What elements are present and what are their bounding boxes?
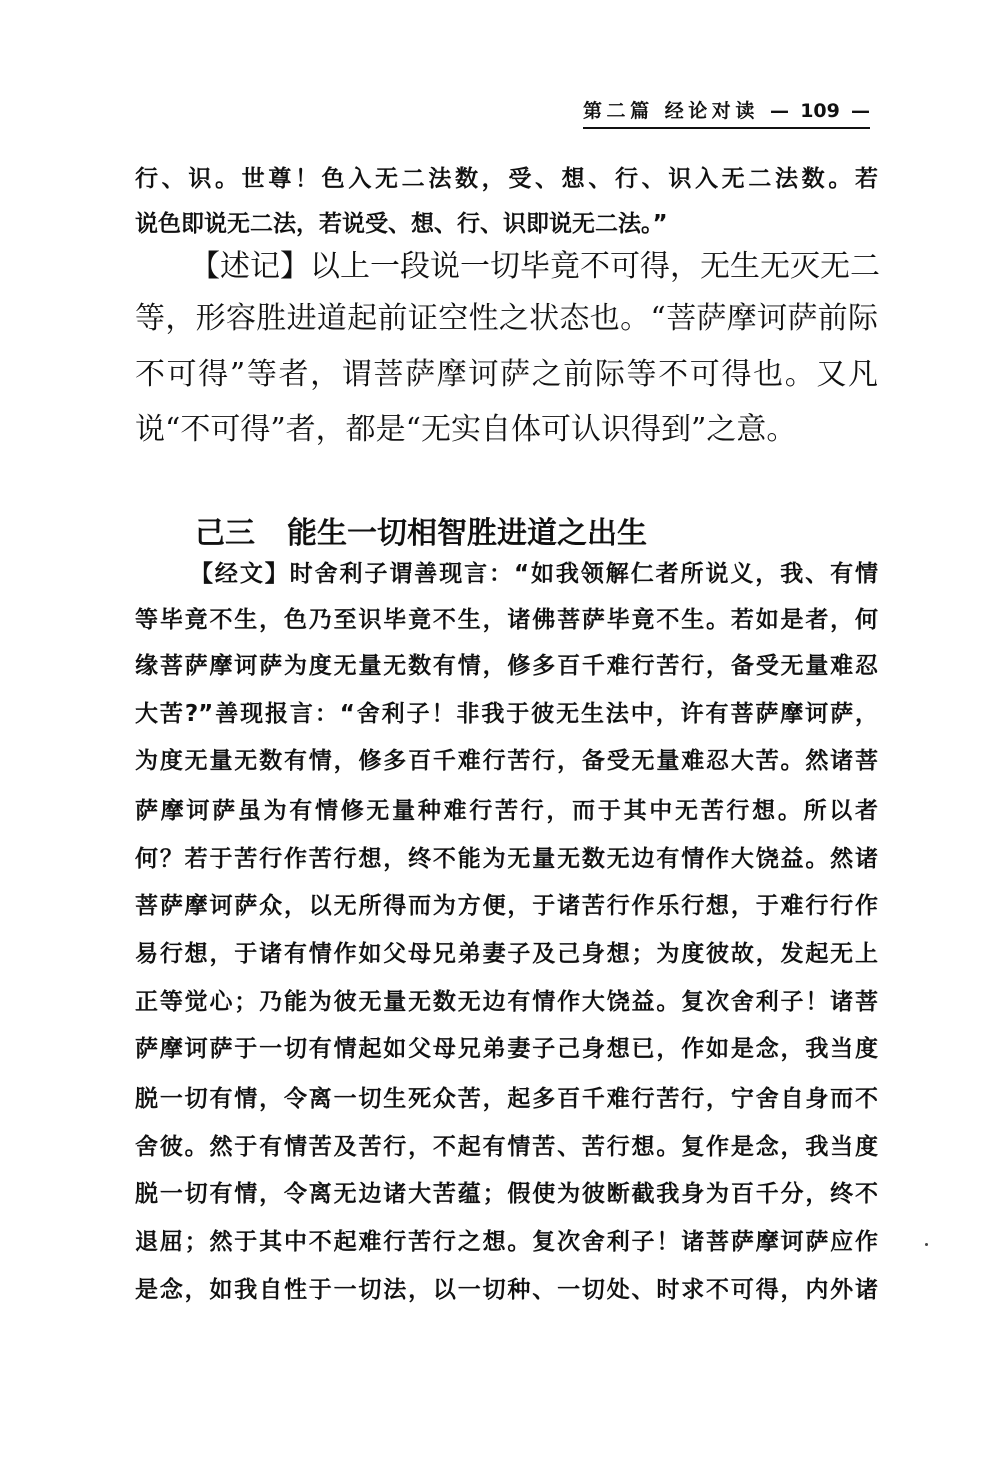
scan-speck (925, 1243, 928, 1246)
page-number: — 109 — (770, 100, 871, 122)
sutra-line: 何？若于苦行作苦行想，终不能为无量无数无边有情作大饶益。然诸 (135, 846, 878, 872)
sutra-line: 退屈；然于其中不起难行苦行之想。复次舍利子！诸菩萨摩诃萨应作 (135, 1229, 878, 1255)
sutra-line: 萨摩诃萨虽为有情修无量种难行苦行，而于其中无苦行想。所以者 (135, 798, 878, 824)
sutra-line: 萨摩诃萨于一切有情起如父母兄弟妻子己身想已，作如是念，我当度 (135, 1036, 878, 1062)
sutra-continued-line: 说色即说无二法，若说受、想、行、识即说无二法。” (135, 211, 668, 237)
section-heading (195, 508, 647, 552)
sutra-continued-line: 行、识。世尊！色入无二法数，受、想、行、识入无二法数。若 (135, 166, 878, 192)
sutra-line: 舍彼。然于有情苦及苦行，不起有情苦、苦行想。复作是念，我当度 (135, 1134, 878, 1160)
commentary-line: 【述记】以上一段说一切毕竟不可得，无生无灭无二 (190, 249, 880, 284)
running-header (583, 96, 870, 129)
sutra-line: 菩萨摩诃萨众，以无所得而为方便，于诸苦行作乐行想，于难行行作 (135, 893, 878, 919)
commentary-line: 等，形容胜进道起前证空性之状态也。“菩萨摩诃萨前际 (135, 301, 878, 336)
section-number: 己三 (195, 516, 255, 551)
sutra-line: 易行想，于诸有情作如父母兄弟妻子及己身想；为度彼故，发起无上 (135, 941, 878, 967)
sutra-line: 正等觉心；乃能为彼无量无数无边有情作大饶益。复次舍利子！诸菩 (135, 989, 878, 1015)
sutra-line: 大苦?”善现报言：“舍利子！非我于彼无生法中，许有菩萨摩诃萨， (135, 701, 878, 727)
sutra-line: 缘菩萨摩诃萨为度无量无数有情，修多百千难行苦行，备受无量难忍 (135, 653, 878, 679)
sutra-line: 脱一切有情，令离一切生死众苦，起多百千难行苦行，宁舍自身而不 (135, 1086, 878, 1112)
sutra-line: 等毕竟不生，色乃至识毕竟不生，诸佛菩萨毕竟不生。若如是者，何 (135, 607, 878, 633)
commentary-line: 不可得”等者，谓菩萨摩诃萨之前际等不可得也。又凡 (135, 357, 878, 392)
sutra-line: 是念，如我自性于一切法，以一切种、一切处、时求不可得，内外诸 (135, 1277, 878, 1303)
sutra-line: 【经文】时舍利子谓善现言：“如我领解仁者所说义，我、有情 (190, 561, 878, 587)
header-section-title: 第二篇 经论对读 (583, 100, 759, 122)
section-title: 能生一切相智胜进道之出生 (287, 516, 647, 551)
sutra-line: 脱一切有情，令离无边诸大苦蕴；假使为彼断截我身为百千分，终不 (135, 1181, 878, 1207)
sutra-line: 为度无量无数有情，修多百千难行苦行，备受无量难忍大苦。然诸菩 (135, 748, 878, 774)
commentary-line: 说“不可得”者，都是“无实自体可认识得到”之意。 (135, 412, 797, 447)
